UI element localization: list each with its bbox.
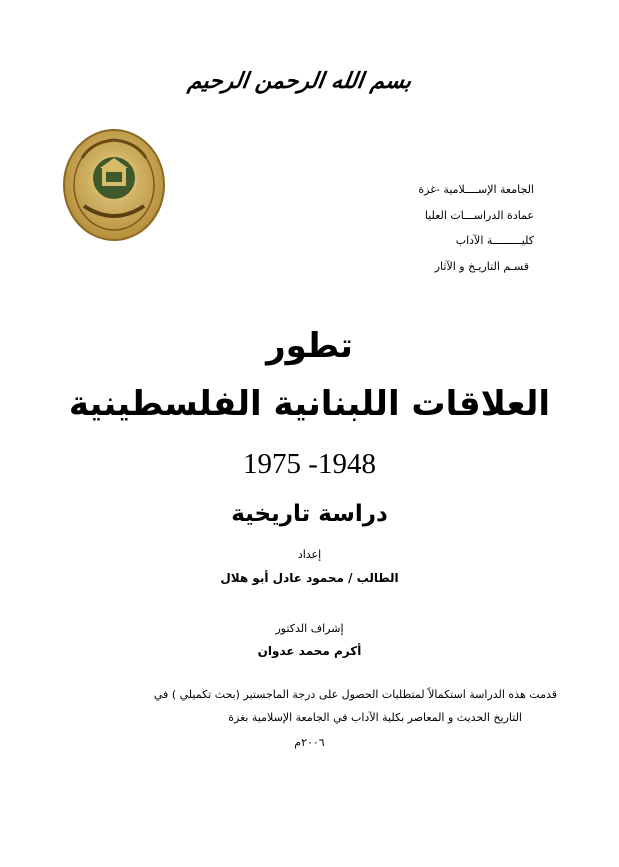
- thesis-subtitle: دراسة تاريخية: [231, 501, 388, 527]
- department-name: قسـم التاريـخ و الآثار: [434, 260, 529, 273]
- thesis-years: 1975 -1948: [243, 448, 376, 480]
- supervision-label: إشراف الدكتور: [275, 622, 344, 635]
- submission-statement-line1: قدمت هذه الدراسة استكمالاً لمتطلبات الحصول على درجة الماجستير (بحث تكميلي ) في: [153, 688, 557, 701]
- supervisor-name: أكرم محمد عدوان: [257, 644, 362, 658]
- student-name: الطالب / محمود عادل أبو هلال: [220, 571, 399, 585]
- submission-statement-line2: التاريخ الحديث و المعاصر بكلية الآداب في الجامعة الإسلامية بغزة: [228, 711, 522, 724]
- thesis-title-line1: تطور: [266, 326, 353, 366]
- submission-year: ٢٠٠٦م: [294, 736, 325, 749]
- thesis-title-line2: العلاقات اللبنانية الفلسطينية: [68, 384, 551, 424]
- faculty-name: كليـــــــــة الآداب: [455, 234, 534, 247]
- graduate-deanship: عمادة الدراســـات العليا: [424, 209, 534, 222]
- university-seal-logo: [62, 128, 166, 242]
- basmala-calligraphy: بسم الله الرحمن الرحيم: [186, 68, 414, 94]
- university-name: الجامعة الإســــلامية -غزة: [418, 183, 534, 196]
- prepared-by-label: إعداد: [297, 548, 322, 561]
